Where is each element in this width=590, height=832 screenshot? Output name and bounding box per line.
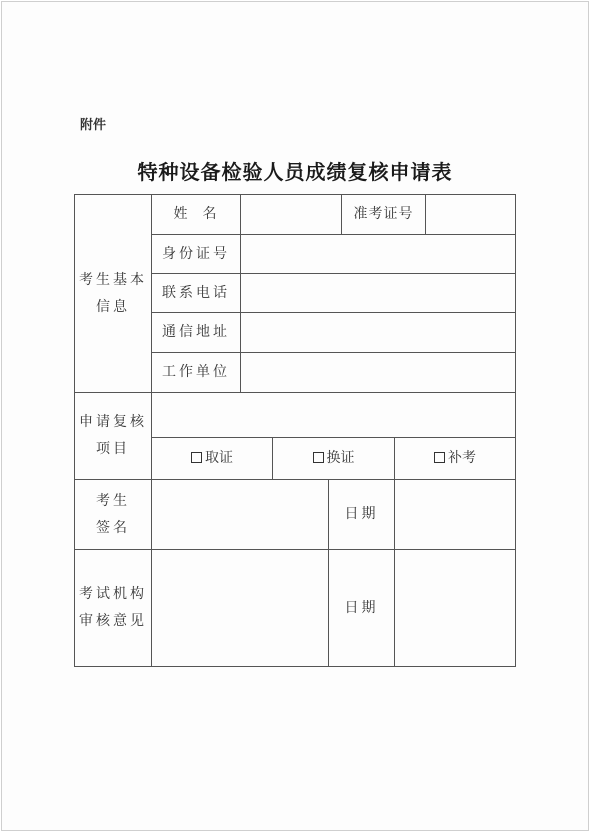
phone-label: 联系电话 [162, 284, 230, 301]
option-certification[interactable] [152, 438, 272, 479]
name-field[interactable] [241, 195, 341, 234]
agency-review-label [75, 550, 151, 666]
agency-review-label-line1: 考试机构 [79, 586, 147, 603]
review-items-label-line1: 申请复核 [79, 414, 147, 431]
phone-field[interactable] [241, 274, 515, 312]
candidate-signature-label-line2: 签名 [96, 519, 130, 536]
id-no-field[interactable] [241, 235, 515, 273]
form-title: 特种设备检验人员成绩复核申请表 [137, 160, 453, 184]
table-border-right [515, 194, 516, 667]
table-border-bottom [74, 666, 516, 667]
employer-field[interactable] [241, 353, 515, 392]
candidate-signature-label-line1: 考生 [96, 492, 130, 509]
date-label: 日期 [344, 599, 379, 616]
candidate-info-label-line1: 考生基本 [79, 271, 147, 288]
review-items-label-line2: 项目 [96, 441, 130, 457]
review-description-field[interactable] [152, 393, 515, 437]
candidate-info-label [75, 195, 151, 392]
attachment-label: 附件 [80, 118, 107, 133]
review-items-label [75, 393, 151, 479]
checkbox-icon [434, 452, 445, 463]
checkbox-icon [313, 452, 324, 463]
candidate-signature-label [75, 480, 151, 549]
address-field[interactable] [241, 313, 515, 352]
admission-no-field[interactable] [426, 195, 515, 234]
date-label: 日期 [344, 506, 379, 523]
candidate-signature-field[interactable] [152, 480, 328, 549]
option-retake-label: 补考 [448, 450, 476, 467]
admission-no-label: 准考证号 [353, 206, 414, 223]
id-no-label: 身份证号 [162, 245, 230, 262]
signature-date-field[interactable] [395, 480, 515, 549]
agency-date-field[interactable] [395, 550, 515, 666]
agency-review-label-line2: 审核意见 [79, 613, 147, 629]
option-renewal[interactable] [273, 438, 394, 479]
address-label: 通信地址 [162, 324, 230, 341]
name-label: 姓 名 [173, 206, 219, 223]
option-retake[interactable] [395, 438, 515, 479]
option-renewal-label: 换证 [326, 450, 355, 467]
employer-label: 工作单位 [162, 364, 230, 381]
checkbox-icon [191, 452, 202, 463]
agency-opinion-field[interactable] [152, 550, 328, 666]
candidate-info-label-line2: 信息 [96, 298, 130, 315]
option-certification-label: 取证 [205, 450, 233, 467]
